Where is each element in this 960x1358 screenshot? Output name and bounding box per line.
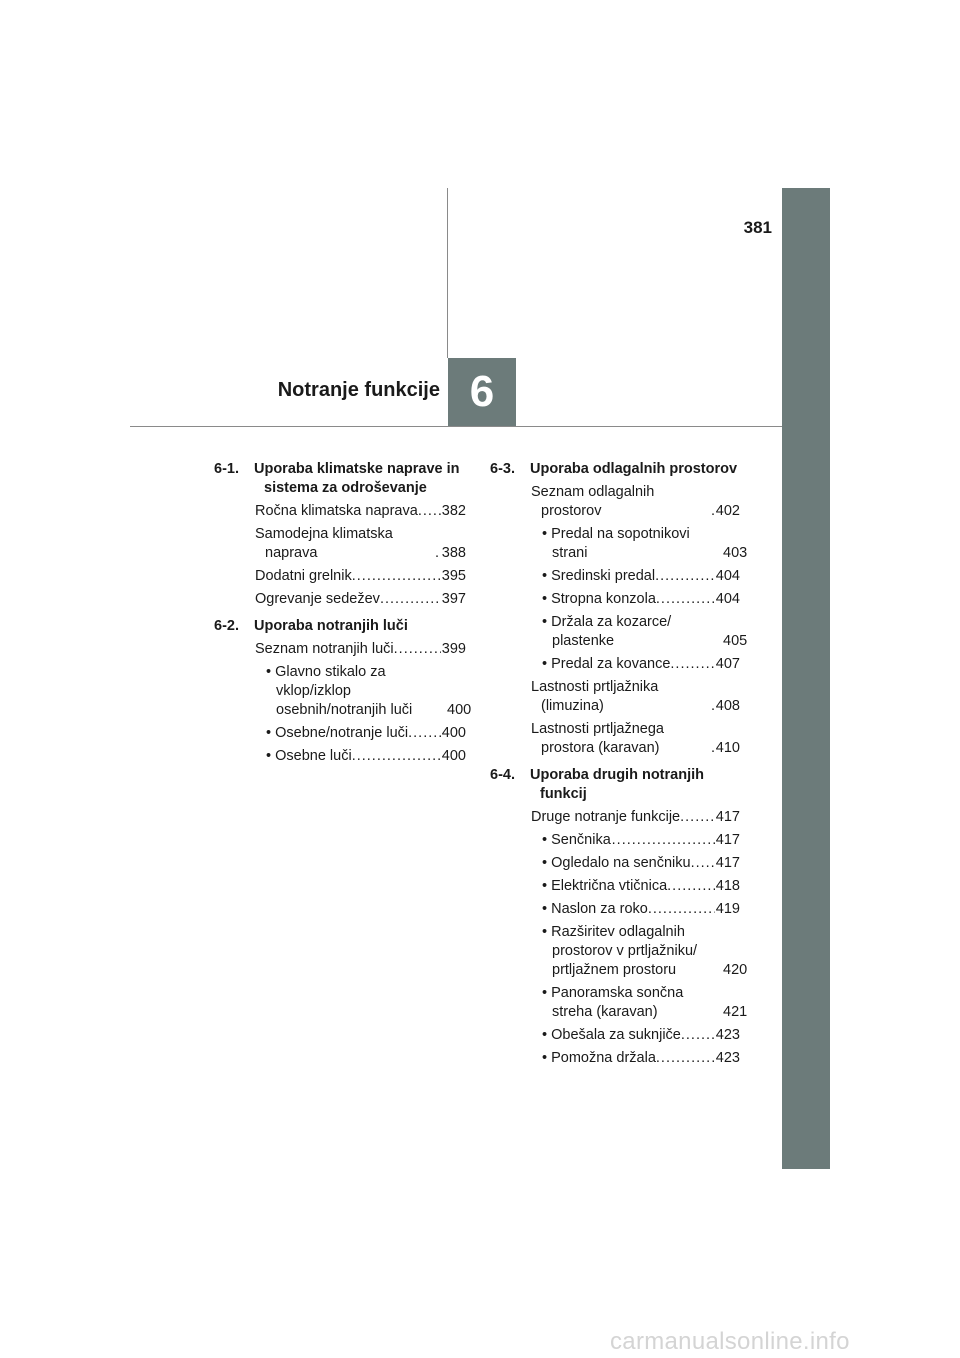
toc-entry-page: 402 — [715, 503, 740, 519]
toc-entry-page: 419 — [715, 901, 740, 917]
toc-section — [490, 766, 748, 1068]
toc-entry-page: 400 — [447, 702, 472, 718]
dot-leader — [648, 900, 715, 919]
toc-entry-label: • Naslon za roko — [542, 901, 648, 917]
toc-entry[interactable] — [531, 808, 740, 827]
toc-entry-page: 405 — [723, 633, 748, 649]
section-number: 6-3. — [490, 461, 515, 477]
section-heading — [490, 766, 740, 804]
dot-leader — [380, 590, 441, 609]
toc-entry[interactable] — [542, 1049, 740, 1068]
toc-entry-label: Samodejna klimatska naprava — [255, 526, 393, 561]
dot-leader — [680, 808, 715, 827]
chapter-side-tab — [782, 188, 830, 1169]
toc-entry[interactable] — [542, 831, 740, 850]
toc-entry[interactable] — [255, 502, 466, 521]
toc-entry[interactable] — [255, 525, 466, 563]
toc-entry[interactable] — [266, 747, 466, 766]
dot-leader — [656, 590, 715, 609]
toc-entry[interactable] — [255, 590, 466, 609]
dot-leader — [681, 1026, 715, 1045]
toc-entry-page: 417 — [715, 855, 740, 871]
toc-entry-label: Dodatni grelnik — [255, 568, 352, 584]
toc-entry[interactable] — [542, 655, 740, 674]
toc-entry[interactable] — [542, 877, 740, 896]
section-number: 6-4. — [490, 767, 515, 783]
toc-entry[interactable] — [542, 525, 748, 563]
toc-section — [490, 460, 748, 758]
toc-entry-label: Seznam notranjih luči — [255, 641, 394, 657]
dot-leader — [655, 567, 715, 586]
toc-entry[interactable] — [266, 724, 466, 743]
toc-entry[interactable] — [542, 923, 748, 980]
toc-entry-page: 423 — [715, 1050, 740, 1066]
toc-entry-label: • Panoramska sončna streha (karavan) — [542, 985, 684, 1020]
toc-entry-page: 400 — [441, 725, 466, 741]
toc-entry-label: Seznam odlagalnih prostorov — [531, 484, 655, 519]
toc-entry-label: • Držala za kozarce/ plastenke — [542, 614, 672, 649]
toc-entry[interactable] — [255, 640, 466, 659]
toc-entry-page: 423 — [715, 1027, 740, 1043]
toc-entry[interactable] — [542, 613, 748, 651]
toc-entry-label: • Stropna konzola — [542, 591, 656, 607]
toc-entry[interactable] — [531, 678, 740, 716]
toc-entry-page: 399 — [441, 641, 466, 657]
toc-entry-label: • Glavno stikalo za vklop/izklop osebnih/notranjih luči — [266, 664, 413, 718]
toc-entry-page: 395 — [441, 568, 466, 584]
toc-entry-label: • Ogledalo na senčniku — [542, 855, 691, 871]
toc-section — [214, 460, 466, 609]
section-heading — [214, 617, 466, 636]
toc-entry[interactable] — [531, 720, 740, 758]
toc-entry-page: 407 — [715, 656, 740, 672]
toc-entry-label: • Osebne/notranje luči — [266, 725, 409, 741]
toc-entry-label: • Predal za kovance — [542, 656, 671, 672]
toc-entry-label: Lastnosti prtljažnika (limuzina) — [531, 679, 659, 714]
section-title: Uporaba notranjih luči — [254, 618, 408, 634]
toc-entry[interactable] — [542, 1026, 740, 1045]
toc-entry-label: • Senčnika — [542, 832, 611, 848]
dot-leader — [667, 877, 715, 896]
toc-section — [214, 617, 472, 766]
section-heading — [214, 460, 466, 498]
section-number: 6-1. — [214, 461, 239, 477]
toc-entry[interactable] — [542, 984, 748, 1022]
toc-entry-label: Lastnosti prtljažnega prostora (karavan) — [531, 721, 664, 756]
toc-entry-page: 404 — [715, 591, 740, 607]
toc-entry-page: 397 — [441, 591, 466, 607]
toc-entry[interactable] — [255, 567, 466, 586]
toc-left-column — [214, 460, 472, 774]
toc-entry-page: 404 — [715, 568, 740, 584]
toc-entry-label: • Električna vtičnica — [542, 878, 668, 894]
toc-entry[interactable] — [531, 483, 740, 521]
section-title: Uporaba odlagalnih prostorov — [530, 461, 738, 477]
toc-right-column — [490, 460, 748, 1076]
chapter-number-box: 6 — [448, 358, 516, 426]
toc-entry[interactable] — [542, 854, 740, 873]
toc-entry-label: Druge notranje funkcije — [531, 809, 681, 825]
dot-leader — [352, 567, 441, 586]
dot-leader — [612, 831, 715, 850]
section-title: Uporaba klimatske naprave in sistema za odroševanje — [254, 461, 460, 496]
section-title: Uporaba drugih notranjih funkcij — [530, 767, 704, 802]
chapter-title: Notranje funkcije — [277, 379, 440, 401]
toc-entry-label: • Sredinski predal — [542, 568, 656, 584]
dot-leader — [408, 724, 441, 743]
toc-entry-label: • Predal na sopotnikovi strani — [542, 526, 690, 561]
toc-entry-label: • Osebne luči — [266, 748, 352, 764]
toc-entry-label: • Razširitev odlagalnih prostorov v prtljažniku/ prtljažnem prostoru — [542, 924, 698, 978]
toc-entry-page: 403 — [723, 545, 748, 561]
toc-entry-label: • Obešala za suknjiče — [542, 1027, 681, 1043]
toc-entry-page: 421 — [723, 1004, 748, 1020]
toc-entry[interactable] — [542, 590, 740, 609]
dot-leader — [691, 854, 715, 873]
toc-entry-label: Ročna klimatska naprava — [255, 503, 418, 519]
dot-leader — [656, 1049, 715, 1068]
footer-watermark[interactable]: carmanualsonline.info — [610, 1328, 850, 1355]
section-heading — [490, 460, 740, 479]
page-number: 381 — [743, 218, 772, 237]
dot-leader — [670, 655, 714, 674]
toc-entry-page: 420 — [723, 962, 748, 978]
dot-leader — [352, 747, 441, 766]
dot-leader — [394, 640, 441, 659]
toc-entry-page: 382 — [441, 503, 466, 519]
toc-entry-page: 418 — [715, 878, 740, 894]
toc-entry-page: 388 — [441, 545, 466, 561]
toc-entry[interactable] — [542, 567, 740, 586]
toc-entry[interactable] — [266, 663, 472, 720]
dot-leader — [418, 502, 441, 521]
section-number: 6-2. — [214, 618, 239, 634]
toc-entry-label: • Pomožna držala — [542, 1050, 656, 1066]
toc-entry-page: 417 — [715, 832, 740, 848]
toc-entry-label: Ogrevanje sedežev — [255, 591, 380, 607]
toc-entry-page: 408 — [715, 698, 740, 714]
header-vertical-rule — [447, 188, 448, 358]
header-horizontal-rule — [130, 426, 782, 427]
toc-entry-page: 410 — [715, 740, 740, 756]
toc-entry-page: 417 — [715, 809, 740, 825]
toc-entry-page: 400 — [441, 748, 466, 764]
toc-entry[interactable] — [542, 900, 740, 919]
